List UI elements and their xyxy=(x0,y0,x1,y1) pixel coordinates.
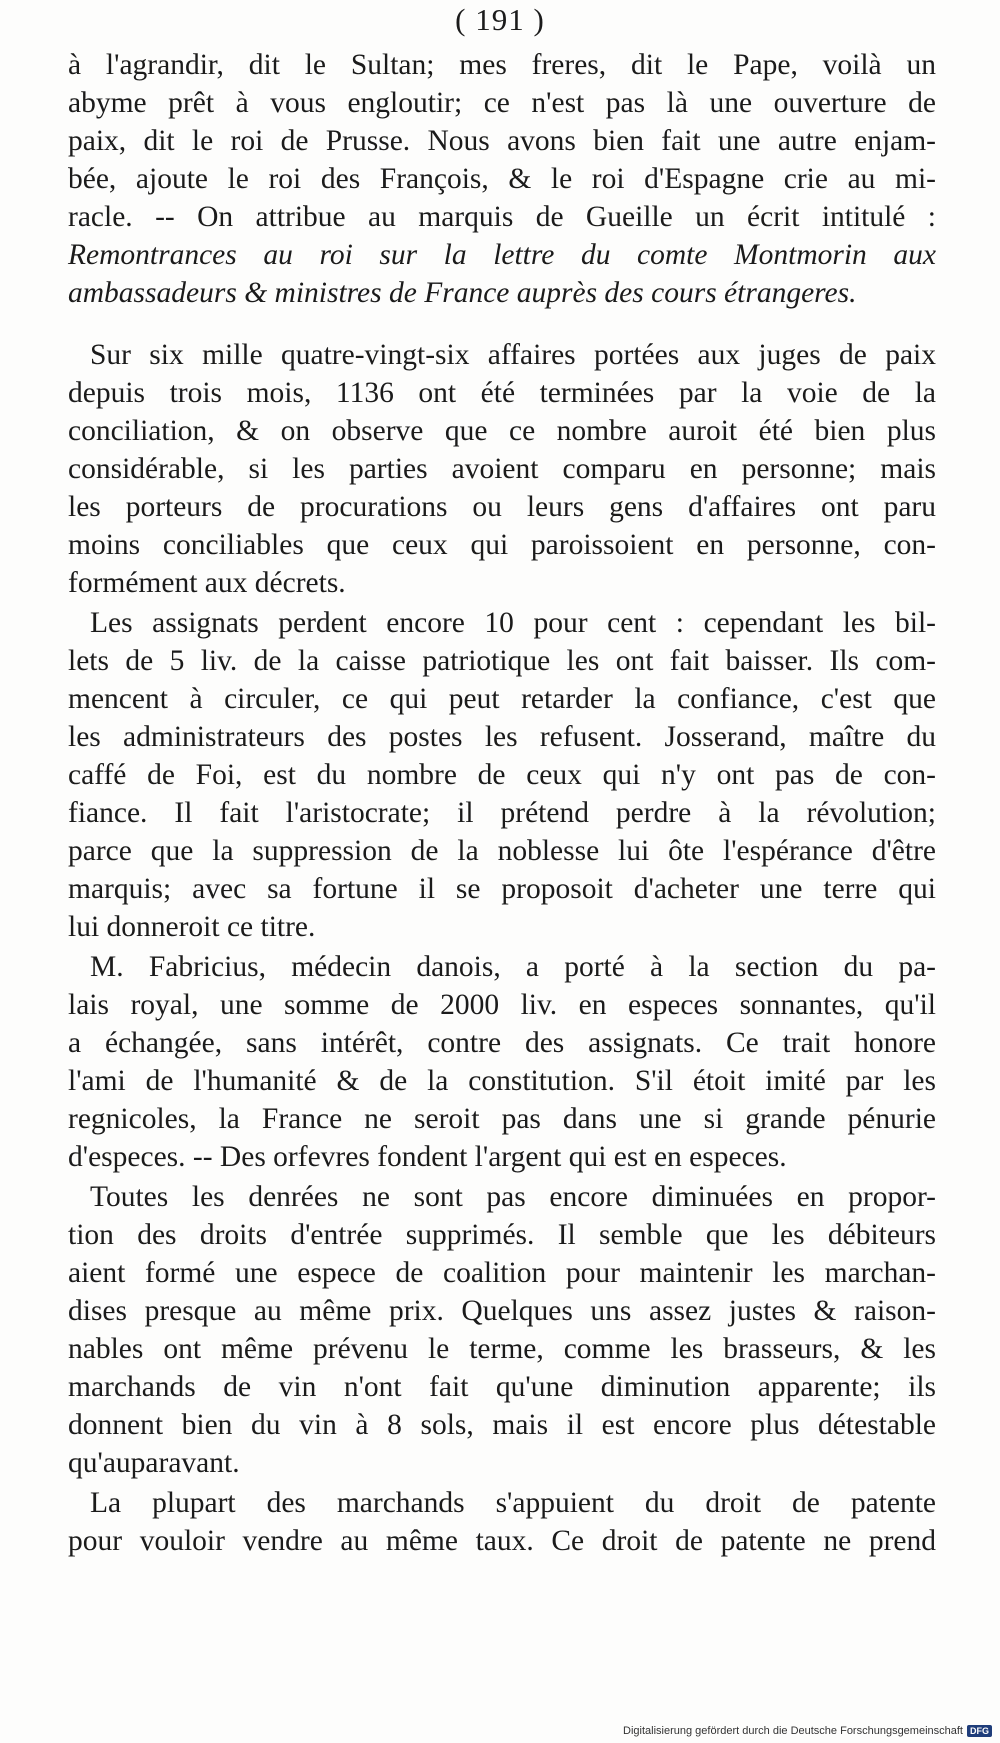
text-line: pour vouloir vendre au même taux. Ce droit de patente ne prend xyxy=(68,1525,936,1557)
text-line-italic: Remontrances au roi sur la lettre du comte Montmorin aux xyxy=(68,239,936,271)
text-line: bée, ajoute le roi des François, & le roi d'Espagne crie au mi- xyxy=(68,163,936,195)
paragraph-5 xyxy=(68,1178,936,1482)
text-line: M. Fabricius, médecin danois, a porté à la section du pa- xyxy=(90,951,936,983)
page-number: ( 191 ) xyxy=(455,2,545,37)
text-line: depuis trois mois, 1136 ont été terminées par la voie de la xyxy=(68,377,936,409)
text-line: aient formé une espece de coalition pour maintenir les marchan- xyxy=(68,1257,936,1289)
text-line: nables ont même prévenu le terme, comme les brasseurs, & les xyxy=(68,1333,936,1365)
text-line: qu'auparavant. xyxy=(68,1447,240,1479)
digitization-footer xyxy=(623,1725,992,1737)
text-line: lets de 5 liv. de la caisse patriotique les ont fait baisser. Ils com- xyxy=(68,645,936,677)
text-line: parce que la suppression de la noblesse lui ôte l'espérance d'être xyxy=(68,835,936,867)
text-line: Les assignats perdent encore 10 pour cent : cependant les bil- xyxy=(90,607,936,639)
text-line: a échangée, sans intérêt, contre des assignats. Ce trait honore xyxy=(68,1027,936,1059)
text-line: mencent à circuler, ce qui peut retarder la confiance, c'est que xyxy=(68,683,936,715)
text-line: marchands de vin n'ont fait qu'une diminution apparente; ils xyxy=(68,1371,936,1403)
text-line: Toutes les denrées ne sont pas encore diminuées en propor- xyxy=(90,1181,936,1213)
text-line: dises presque au même prix. Quelques uns assez justes & raison- xyxy=(68,1295,936,1327)
text-line: l'ami de l'humanité & de la constitution. S'il étoit imité par les xyxy=(68,1065,936,1097)
text-line: abyme prêt à vous engloutir; ce n'est pas là une ouverture de xyxy=(68,87,936,119)
text-line: caffé de Foi, est du nombre de ceux qui n'y ont pas de con- xyxy=(68,759,936,791)
paragraph-1 xyxy=(68,46,936,312)
text-line: d'especes. -- Des orfevres fondent l'argent qui est en especes. xyxy=(68,1141,787,1173)
text-line: les administrateurs des postes les refusent. Josserand, maître du xyxy=(68,721,936,753)
text-line: La plupart des marchands s'appuient du droit de patente xyxy=(90,1487,936,1519)
text-line: considérable, si les parties avoient comparu en personne; mais xyxy=(68,453,936,485)
text-line: donnent bien du vin à 8 sols, mais il est encore plus détestable xyxy=(68,1409,936,1441)
paragraph-4 xyxy=(68,948,936,1176)
paragraph-2 xyxy=(68,336,936,602)
footer-credit: Digitalisierung gefördert durch die Deutsche Forschungsgemeinschaft xyxy=(623,1725,963,1737)
dfg-logo: DFG xyxy=(967,1725,992,1737)
text-line: tion des droits d'entrée supprimés. Il semble que les débiteurs xyxy=(68,1219,936,1251)
text-line: fiance. Il fait l'aristocrate; il prétend perdre à la révolution; xyxy=(68,797,936,829)
text-line: à l'agrandir, dit le Sultan; mes freres, dit le Pape, voilà un xyxy=(68,49,936,81)
text-line: les porteurs de procurations ou leurs gens d'affaires ont paru xyxy=(68,491,936,523)
paragraph-3 xyxy=(68,604,936,946)
text-line: moins conciliables que ceux qui paroissoient en personne, con- xyxy=(68,529,936,561)
paragraph-6 xyxy=(68,1484,936,1560)
text-line: lais royal, une somme de 2000 liv. en especes sonnantes, qu'il xyxy=(68,989,936,1021)
text-column xyxy=(68,46,936,1560)
text-line: Sur six mille quatre-vingt-six affaires portées aux juges de paix xyxy=(90,339,936,371)
text-line: lui donneroit ce titre. xyxy=(68,911,316,943)
text-line: conciliation, & on observe que ce nombre auroit été bien plus xyxy=(68,415,936,447)
text-line: formément aux décrets. xyxy=(68,567,346,599)
text-line: marquis; avec sa fortune il se proposoit d'acheter une terre qui xyxy=(68,873,936,905)
text-line-italic: ambassadeurs & ministres de France auprès des cours étrangeres. xyxy=(68,277,857,309)
text-line: paix, dit le roi de Prusse. Nous avons bien fait une autre enjam- xyxy=(68,125,936,157)
text-line: racle. -- On attribue au marquis de Gueille un écrit intitulé : xyxy=(68,201,936,233)
text-line: regnicoles, la France ne seroit pas dans une si grande pénurie xyxy=(68,1103,936,1135)
